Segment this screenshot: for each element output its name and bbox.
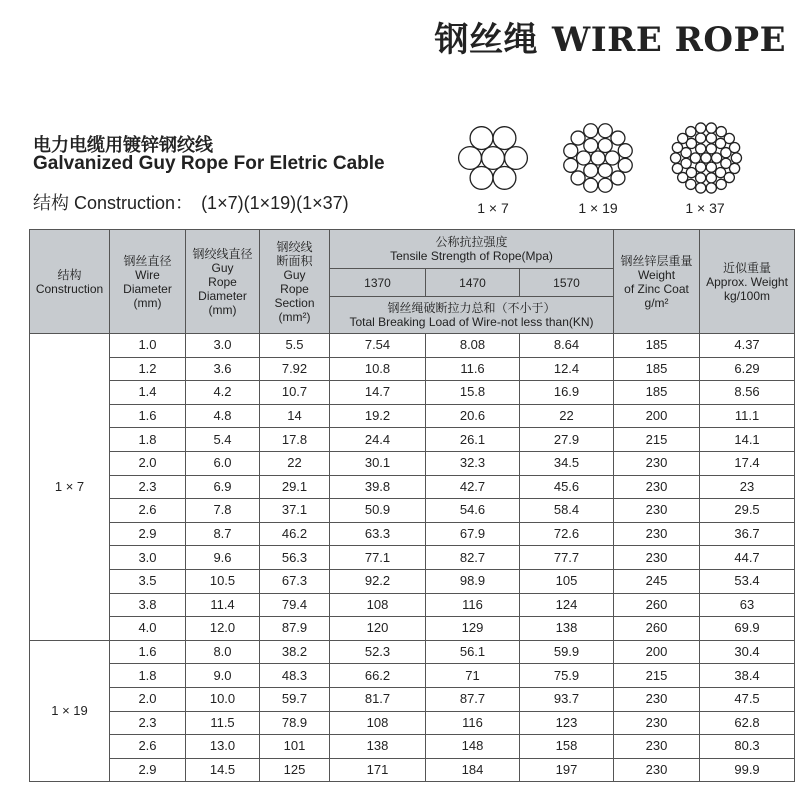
table-cell: 1.6: [110, 640, 186, 664]
table-cell: 230: [614, 735, 700, 759]
table-cell: 45.6: [520, 475, 614, 499]
table-row: [30, 404, 795, 428]
table-cell: 215: [614, 428, 700, 452]
table-cell: 171: [330, 758, 426, 782]
wire-circle: [577, 151, 591, 165]
table-row: [30, 735, 795, 759]
table-cell: 230: [614, 687, 700, 711]
table-cell: 12.0: [186, 617, 260, 641]
table-cell: 32.3: [426, 451, 520, 475]
table-row: [30, 569, 795, 593]
table-cell: 59.9: [520, 640, 614, 664]
table-cell: 1.8: [110, 664, 186, 688]
table-row: [30, 711, 795, 735]
wire-circle: [706, 144, 716, 154]
table-cell: 79.4: [260, 593, 330, 617]
table-row: [30, 381, 795, 405]
table-cell: 39.8: [330, 475, 426, 499]
table-cell: 63: [700, 593, 795, 617]
table-cell: 2.0: [110, 687, 186, 711]
table-cell: 230: [614, 499, 700, 523]
wire-circle: [706, 133, 716, 143]
table-cell: 123: [520, 711, 614, 735]
table-cell: 7.92: [260, 357, 330, 381]
table-cell: 124: [520, 593, 614, 617]
wire-circle: [584, 178, 598, 192]
wire-circle: [701, 153, 711, 163]
table-cell: 184: [426, 758, 520, 782]
table-cell: 3.6: [186, 357, 260, 381]
table-cell: 9.6: [186, 546, 260, 570]
table-cell: 29.5: [700, 499, 795, 523]
wire-circle: [591, 151, 605, 165]
wire-circle: [493, 167, 516, 190]
wire-circle: [696, 144, 706, 154]
table-row: [30, 428, 795, 452]
header-rope-diameter: 钢绞线直径 Guy Rope Diameter (mm): [186, 230, 260, 334]
table-cell: 23: [700, 475, 795, 499]
table-cell: 120: [330, 617, 426, 641]
table-cell: 230: [614, 546, 700, 570]
table-cell: 37.1: [260, 499, 330, 523]
table-cell: 99.9: [700, 758, 795, 782]
table-cell: 230: [614, 475, 700, 499]
table-cell: 200: [614, 404, 700, 428]
product-heading-cn: 电力电缆用镀锌钢绞线: [33, 135, 213, 155]
table-cell: 14.1: [700, 428, 795, 452]
table-cell: 1.0: [110, 334, 186, 358]
table-row: [30, 334, 795, 358]
table-cell: 66.2: [330, 664, 426, 688]
table-cell: 11.5: [186, 711, 260, 735]
wire-circle: [564, 158, 578, 172]
table-cell: 138: [520, 617, 614, 641]
table-cell: 54.6: [426, 499, 520, 523]
rope-1x37-diagram: [668, 120, 744, 196]
construction-group-cell: 1 × 7: [30, 334, 110, 641]
table-cell: 24.4: [330, 428, 426, 452]
table-cell: 50.9: [330, 499, 426, 523]
header-approx-weight: 近似重量 Approx. Weight kg/100m: [700, 230, 795, 334]
table-cell: 158: [520, 735, 614, 759]
table-cell: 27.9: [520, 428, 614, 452]
wire-circle: [611, 131, 625, 145]
table-row: [30, 687, 795, 711]
table-row: [30, 522, 795, 546]
specification-table: [29, 229, 795, 782]
wire-circle: [598, 163, 612, 177]
table-cell: 5.5: [260, 334, 330, 358]
table-cell: 71: [426, 664, 520, 688]
wire-circle: [706, 162, 716, 172]
wire-circle: [598, 139, 612, 153]
table-cell: 77.7: [520, 546, 614, 570]
table-row: [30, 593, 795, 617]
table-cell: 2.3: [110, 711, 186, 735]
table-row: [30, 617, 795, 641]
table-cell: 4.0: [110, 617, 186, 641]
table-cell: 17.8: [260, 428, 330, 452]
table-cell: 4.2: [186, 381, 260, 405]
wire-circle: [696, 173, 706, 183]
table-cell: 81.7: [330, 687, 426, 711]
rope-1x7-diagram: [455, 120, 531, 196]
table-cell: 108: [330, 711, 426, 735]
table-cell: 6.0: [186, 451, 260, 475]
wire-circle: [729, 143, 739, 153]
table-cell: 4.37: [700, 334, 795, 358]
table-cell: 3.5: [110, 569, 186, 593]
table-cell: 80.3: [700, 735, 795, 759]
table-cell: 230: [614, 451, 700, 475]
table-row: [30, 357, 795, 381]
header-breaking-load: 钢丝绳破断拉力总和（不小于） Total Breaking Load of Wire-not less than(KN): [330, 297, 614, 334]
table-cell: 3.0: [110, 546, 186, 570]
wire-circle: [584, 124, 598, 138]
header-zinc-weight: 钢丝锌层重量 Weight of Zinc Coat g/m²: [614, 230, 700, 334]
wire-circle: [706, 173, 716, 183]
table-cell: 230: [614, 711, 700, 735]
table-cell: 8.0: [186, 640, 260, 664]
product-heading-en: Galvanized Guy Rope For Eletric Cable: [33, 153, 385, 174]
wire-circle: [696, 133, 706, 143]
table-cell: 48.3: [260, 664, 330, 688]
table-cell: 2.9: [110, 522, 186, 546]
wire-circle: [611, 171, 625, 185]
table-cell: 2.3: [110, 475, 186, 499]
table-cell: 14: [260, 404, 330, 428]
wire-circle: [584, 139, 598, 153]
wire-circle: [598, 124, 612, 138]
wire-circle: [712, 153, 722, 163]
table-cell: 8.56: [700, 381, 795, 405]
construction-group-cell: 1 × 19: [30, 640, 110, 782]
table-cell: 87.7: [426, 687, 520, 711]
rope-1x19-caption: 1 × 19: [578, 200, 618, 216]
wire-circle: [731, 153, 741, 163]
table-cell: 260: [614, 593, 700, 617]
table-cell: 47.5: [700, 687, 795, 711]
table-cell: 42.7: [426, 475, 520, 499]
table-cell: 5.4: [186, 428, 260, 452]
table-cell: 12.4: [520, 357, 614, 381]
table-cell: 11.6: [426, 357, 520, 381]
table-row: [30, 475, 795, 499]
header-grade-1570: 1570: [520, 269, 614, 297]
table-row: [30, 758, 795, 782]
table-cell: 230: [614, 758, 700, 782]
table-cell: 1.2: [110, 357, 186, 381]
header-grade-1470: 1470: [426, 269, 520, 297]
table-cell: 78.9: [260, 711, 330, 735]
table-cell: 108: [330, 593, 426, 617]
table-cell: 11.4: [186, 593, 260, 617]
table-cell: 2.9: [110, 758, 186, 782]
table-cell: 245: [614, 569, 700, 593]
wire-circle: [716, 179, 726, 189]
table-cell: 69.9: [700, 617, 795, 641]
table-cell: 10.8: [330, 357, 426, 381]
wire-circle: [564, 144, 578, 158]
table-row: [30, 499, 795, 523]
table-cell: 22: [520, 404, 614, 428]
table-cell: 19.2: [330, 404, 426, 428]
table-cell: 3.0: [186, 334, 260, 358]
table-cell: 38.2: [260, 640, 330, 664]
page-title-en: WIRE ROPE: [552, 20, 786, 60]
construction-label: 结构 Construction：: [33, 193, 194, 213]
construction-line: [33, 189, 349, 215]
table-cell: 16.9: [520, 381, 614, 405]
wire-circle: [706, 123, 716, 133]
table-cell: 34.5: [520, 451, 614, 475]
table-cell: 185: [614, 357, 700, 381]
wire-circle: [672, 143, 682, 153]
wire-circle: [571, 171, 585, 185]
table-cell: 17.4: [700, 451, 795, 475]
table-cell: 10.5: [186, 569, 260, 593]
wire-circle: [605, 151, 619, 165]
table-cell: 4.8: [186, 404, 260, 428]
table-cell: 30.4: [700, 640, 795, 664]
wire-circle: [571, 131, 585, 145]
table-cell: 56.1: [426, 640, 520, 664]
wire-circle: [598, 178, 612, 192]
table-cell: 200: [614, 640, 700, 664]
table-cell: 185: [614, 381, 700, 405]
table-cell: 63.3: [330, 522, 426, 546]
table-cell: 2.6: [110, 499, 186, 523]
wire-circle: [459, 147, 482, 170]
table-cell: 20.6: [426, 404, 520, 428]
wire-circle: [724, 133, 734, 143]
table-cell: 215: [614, 664, 700, 688]
table-cell: 14.7: [330, 381, 426, 405]
table-cell: 197: [520, 758, 614, 782]
wire-circle: [690, 153, 700, 163]
wire-circle: [672, 163, 682, 173]
table-body: [30, 334, 795, 782]
table-cell: 148: [426, 735, 520, 759]
table-cell: 77.1: [330, 546, 426, 570]
table-cell: 52.3: [330, 640, 426, 664]
table-cell: 9.0: [186, 664, 260, 688]
table-cell: 59.7: [260, 687, 330, 711]
rope-1x37-caption: 1 × 37: [685, 200, 725, 216]
table-cell: 67.3: [260, 569, 330, 593]
wire-circle: [729, 163, 739, 173]
table-cell: 29.1: [260, 475, 330, 499]
wire-circle: [671, 153, 681, 163]
table-cell: 230: [614, 522, 700, 546]
table-cell: 8.64: [520, 334, 614, 358]
table-cell: 185: [614, 334, 700, 358]
table-cell: 93.7: [520, 687, 614, 711]
header-wire-diameter: 钢丝直径 Wire Diameter (mm): [110, 230, 186, 334]
wire-circle: [470, 167, 493, 190]
table-cell: 101: [260, 735, 330, 759]
header-rope-section: 钢绞线 断面积 Guy Rope Section (mm²): [260, 230, 330, 334]
table-cell: 2.6: [110, 735, 186, 759]
table-cell: 116: [426, 711, 520, 735]
table-row: [30, 640, 795, 664]
table-cell: 11.1: [700, 404, 795, 428]
table-row: [30, 546, 795, 570]
table-cell: 7.54: [330, 334, 426, 358]
table-cell: 105: [520, 569, 614, 593]
page-title: [435, 12, 786, 61]
wire-circle: [618, 158, 632, 172]
table-cell: 67.9: [426, 522, 520, 546]
header-construction: 结构 Construction: [30, 230, 110, 334]
table-cell: 56.3: [260, 546, 330, 570]
table-cell: 1.6: [110, 404, 186, 428]
table-cell: 46.2: [260, 522, 330, 546]
table-cell: 92.2: [330, 569, 426, 593]
wire-circle: [686, 127, 696, 137]
table-cell: 62.8: [700, 711, 795, 735]
wire-circle: [678, 172, 688, 182]
table-cell: 138: [330, 735, 426, 759]
table-cell: 6.29: [700, 357, 795, 381]
table-cell: 10.7: [260, 381, 330, 405]
table-cell: 22: [260, 451, 330, 475]
table-cell: 1.4: [110, 381, 186, 405]
table-cell: 6.9: [186, 475, 260, 499]
construction-values: (1×7)(1×19)(1×37): [201, 193, 349, 213]
table-cell: 44.7: [700, 546, 795, 570]
page-title-cn: 钢丝绳: [434, 20, 539, 60]
header-grade-1370: 1370: [330, 269, 426, 297]
table-cell: 129: [426, 617, 520, 641]
table-cell: 30.1: [330, 451, 426, 475]
table-cell: 82.7: [426, 546, 520, 570]
wire-circle: [696, 183, 706, 193]
table-cell: 8.7: [186, 522, 260, 546]
table-cell: 87.9: [260, 617, 330, 641]
table-cell: 58.4: [520, 499, 614, 523]
wire-circle: [618, 144, 632, 158]
rope-1x19-diagram: [560, 120, 636, 196]
table-cell: 75.9: [520, 664, 614, 688]
table-cell: 72.6: [520, 522, 614, 546]
table-cell: 14.5: [186, 758, 260, 782]
table-cell: 1.8: [110, 428, 186, 452]
wire-circle: [482, 147, 505, 170]
wire-circle: [696, 123, 706, 133]
table-cell: 38.4: [700, 664, 795, 688]
table-cell: 15.8: [426, 381, 520, 405]
table-cell: 2.0: [110, 451, 186, 475]
table-cell: 3.8: [110, 593, 186, 617]
wire-circle: [696, 162, 706, 172]
table-cell: 116: [426, 593, 520, 617]
wire-circle: [493, 127, 516, 150]
table-cell: 26.1: [426, 428, 520, 452]
wire-circle: [505, 147, 528, 170]
rope-1x7-caption: 1 × 7: [477, 200, 509, 216]
table-cell: 10.0: [186, 687, 260, 711]
table-cell: 8.08: [426, 334, 520, 358]
table-cell: 98.9: [426, 569, 520, 593]
wire-circle: [706, 183, 716, 193]
table-cell: 260: [614, 617, 700, 641]
table-cell: 53.4: [700, 569, 795, 593]
table-cell: 7.8: [186, 499, 260, 523]
table-cell: 125: [260, 758, 330, 782]
table-row: [30, 664, 795, 688]
wire-circle: [584, 163, 598, 177]
header-tensile-strength: 公称抗拉强度 Tensile Strength of Rope(Mpa): [330, 230, 614, 269]
table-cell: 13.0: [186, 735, 260, 759]
table-row: [30, 451, 795, 475]
table-cell: 36.7: [700, 522, 795, 546]
wire-circle: [470, 127, 493, 150]
